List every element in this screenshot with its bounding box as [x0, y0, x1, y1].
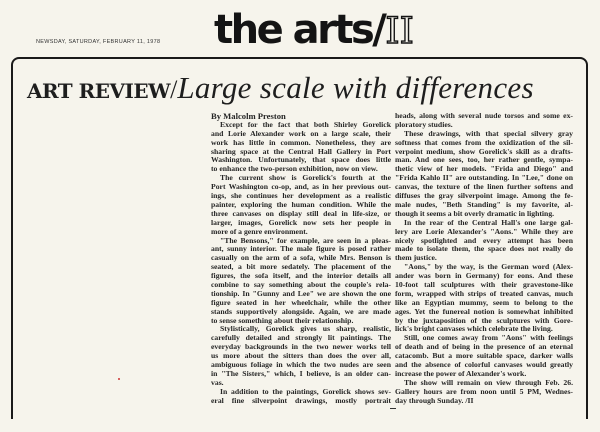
article-line: Except for the fact that both Shirley Gorelick [220, 120, 391, 129]
article-paragraph [395, 263, 573, 334]
ink-speck [118, 378, 120, 380]
article-paragraph [395, 112, 573, 130]
article-paragraph [211, 237, 391, 326]
article-line: In the rear of the Central Hall's one large gal- [404, 218, 573, 227]
article-line: form, wrapped with strips of treated canvas, much [395, 289, 573, 298]
article-line: increase the power of Alexander's work. [395, 368, 527, 378]
article-line: larger, images, Gorelick now sets her people in [211, 218, 391, 227]
article-paragraph [211, 325, 391, 387]
article-line: eral fine silverpoint drawings, mostly portrait [211, 396, 391, 405]
article-paragraph [395, 219, 573, 263]
article-line: These drawings, with that special silvery gray [404, 129, 573, 138]
article-line: combine to say something about the couple's rela- [211, 280, 391, 289]
article-line: casually on the arm of a sofa, while Mrs. Benson is [211, 254, 391, 263]
article-line: catacomb. But a more suitable space, darker walls [395, 352, 573, 361]
article-line: diffuses the gray silverpoint image. Among the fe- [395, 192, 573, 201]
column-end-rule [390, 408, 396, 409]
article-line: In addition to the paintings, Gorelick shows sev- [220, 387, 391, 396]
article-line: The current show is Gorelick's fourth at the [220, 174, 391, 183]
article-line: like an Egyptian mummy, seem to belong to the [395, 298, 573, 307]
article-line: work has little in common. Nonetheless, they are [211, 138, 391, 147]
article-line: verpoint medium, show Gorelick's skill as a drafts- [395, 147, 573, 156]
article-line: day through Sunday. /II [395, 395, 474, 405]
headline-title: Large scale with differences [177, 70, 534, 105]
masthead-text: the arts/ [214, 7, 385, 53]
article-column-1 [211, 112, 391, 405]
article-line: "Aons," by the way, is the German word (Alex- [404, 263, 573, 272]
article-column-2 [395, 112, 573, 405]
article-line: ambiguous foliage in which the two nudes are seen [211, 361, 391, 369]
article-paragraph [395, 130, 573, 219]
article-line: by the juxtaposition of the sculptures with Gore- [395, 316, 573, 325]
article-line: ander was born in Germany) for eons. And these [395, 272, 573, 281]
article-line: seated, a bit more sedately. The placement of the [211, 263, 391, 272]
article-line: man. And one sees, too, her rather gentle, sympa- [395, 156, 573, 165]
section-numeral: II [385, 11, 414, 52]
article-line: nicely spotlighted and every attempt has been [395, 236, 573, 245]
article-paragraph [211, 121, 391, 174]
article-line: Still, one comes away from "Aons" with feelings [404, 334, 573, 343]
article-line: 10-foot tall sculptures with their gravestone-like [395, 280, 573, 289]
article-line: tionship. In "Gunny and Lee" we are shown the one [211, 289, 391, 298]
article-line: Gallery hours are from noon until 5 PM, Wednes- [395, 387, 573, 396]
dateline: NEWSDAY, SATURDAY, FEBRUARY 11, 1978 [36, 39, 161, 45]
article-line: ages. Yet the funereal notion is somewhat inhibited [395, 307, 573, 316]
article-line: figures, the sofa itself, and the interior details all [211, 272, 391, 281]
article-line: more of a genre environment. [211, 226, 308, 236]
article-line: made to isolate them, the space does not really do [395, 245, 573, 254]
article-line: ant, sunny interior. The male figure is posed rather [211, 245, 391, 254]
article-line: figure seated in her wheelchair, while the other [211, 298, 391, 307]
article-line: "The Bensons," for example, are seen in a pleas- [220, 236, 391, 245]
article-paragraph [211, 388, 391, 406]
article-line: in "The Sisters," which, I believe, is an older can- [211, 369, 391, 378]
article-line: stands supportively alongside. Again, we are made [211, 307, 391, 316]
article-line: softness that comes from the oxidization of the sil- [395, 138, 573, 147]
article-line: canvas, the texture of the linen further softens and [395, 183, 573, 192]
article-line: male nudes, "Beth Standing" is my favorite, al- [395, 200, 573, 209]
article-paragraph [395, 334, 573, 378]
article-line: us more about the sitters than does the over all, [211, 352, 391, 361]
article-line: though it seems a bit overly dramatic in lighting. [395, 208, 555, 218]
article-line: painter, exploring the human condition. While the [211, 200, 391, 209]
article-paragraph [211, 174, 391, 236]
article-line: Port Washington co-op, and, as in her previous out- [211, 183, 391, 192]
article-line: three canvases on display still deal in life-size, or [211, 209, 391, 218]
article-line: lery are Lorie Alexander's "Aons." While they are [395, 227, 573, 236]
article-line: ings, she continues her development as a realistic [211, 192, 391, 201]
headline-kicker: ART REVIEW [27, 79, 171, 103]
headline [27, 70, 534, 109]
article-line: ploratory studies. [395, 119, 453, 129]
article-line: Stylistically, Gorelick gives us sharp, realistic, [220, 325, 391, 334]
headline-separator: / [170, 75, 178, 104]
article-line: and Lorie Alexander work on a large scale, their [211, 129, 391, 138]
byline: By Malcolm Preston [211, 111, 286, 121]
article-line: to sense something about their relationship. [211, 315, 354, 325]
article-line: and the absence of colorful canvases would greatly [395, 361, 573, 369]
article-line: thetic view of her models. "Frida and Diego" and [395, 165, 573, 174]
article-line: The show will remain on view through Feb. 26. [404, 378, 573, 387]
article-line: carefully detailed and strongly lit paintings. The [211, 334, 391, 343]
article-line: heads, along with several nude torsos and some ex- [395, 112, 573, 120]
article-line: lick's bright canvases which celebrate the living. [395, 324, 553, 334]
article-paragraph [395, 379, 573, 406]
section-masthead [214, 8, 414, 54]
article-line: them justice. [395, 253, 437, 263]
article-line: Washington. Unfortunately, that space does little [211, 156, 391, 165]
article-line: "Frida Kahlo II" are outstanding. In "Lee," done on [395, 174, 573, 183]
article-line: of death and of being in the presence of an eternal [395, 343, 573, 352]
article-line: everyday backgrounds in the two newer works tell [211, 343, 391, 352]
article-line: vas. [211, 377, 224, 387]
article-line: to enhance the two-person exhibition, now on view. [211, 164, 378, 174]
article-line: sharing space at the Central Hall Gallery in Port [211, 147, 391, 156]
